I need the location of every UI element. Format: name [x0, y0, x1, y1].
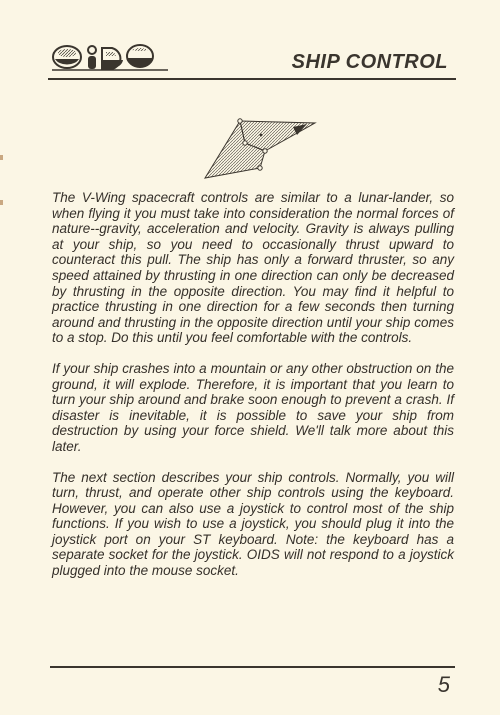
page-number: 5	[437, 672, 450, 697]
page-edge-mark	[0, 155, 3, 160]
v-wing-ship-icon	[185, 113, 320, 183]
body-text	[52, 190, 454, 594]
paragraph-crashes: If your ship crashes into a mountain or any other obstruction on the ground, it will explode. Therefore, it is important that you learn to turn your ship around and brake soon enough to prevent a crash. If disaster is inevitable, it is possible to save your ship from destruction by using your force shield. We'll talk more about this later.	[52, 360, 454, 454]
paragraph-controls: The next section describes your ship controls. Normally, you will turn, thrust, and operate other ship controls using the keyboard. However, you can also use a joystick to control most of the ship functions. If you wish to use a joystick, you should plug it into the joystick port on your ST keyboard. Note: the keyboard has a separate socket for the joystick. OIDS will not respond to a joystick plugged into the mouse socket.	[52, 469, 454, 579]
page-title: SHIP CONTROL	[291, 51, 448, 73]
paragraph-flight-physics: The V-Wing spacecraft controls are similar to a lunar-lander, so when flying it you must take into consideration the normal forces of nature--gravity, acceleration and velocity. Gravity is always pulling at your ship, so you need to occasionally thrust upward to counteract this pull. The ship has only a forward thruster, so any speed attained by thrusting in one direction can only be decreased by thrusting in the opposite direction. You may find it helpful to practice thrusting in one direction for a few seconds then turning around and thrusting in the opposite direction until your ship comes to a stop. Do this until you feel comfortable with the controls.	[52, 190, 454, 346]
footer-rule	[50, 666, 455, 668]
oids-logo	[50, 40, 170, 72]
page-edge-mark	[0, 200, 3, 205]
header-rule	[48, 78, 456, 80]
